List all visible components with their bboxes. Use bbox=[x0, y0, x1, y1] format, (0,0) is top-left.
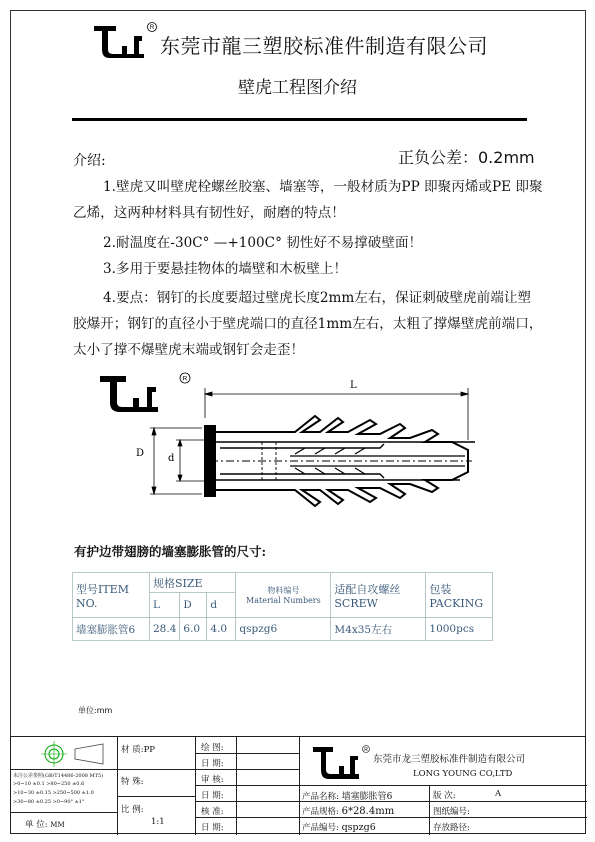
intro-paragraph-2: 2.耐温度在-30C° —+100C° 韧性好不易撑破壁面！ bbox=[103, 235, 423, 251]
tolerance-title: 未注公差参照(GB/T14486-2008 MT5) bbox=[13, 773, 104, 779]
intro-paragraph-4: 4.要点：钢钉的长度要超过壁虎长度2mm左右，保证刺破壁虎前端让塑胶爆开；钢钉的直径小于壁虎端口的直径1mm左右，太粗了撑爆壁虎前端口，太小了撑不爆壁虎末端或钢钉会走歪！ bbox=[73, 290, 543, 358]
cell-material: qspzg6 bbox=[236, 618, 331, 641]
cell-L: 28.4 bbox=[150, 618, 180, 641]
approve-label: 核 准: bbox=[201, 807, 224, 817]
draw-label: 绘 图: bbox=[201, 743, 224, 753]
version-label: 版 次: bbox=[433, 791, 456, 801]
tolerance-note: 正负公差：0.2mm bbox=[398, 148, 535, 167]
product-code-row: 产品编号: qspzg6 bbox=[302, 822, 376, 833]
cell-screw: M4x35左右 bbox=[331, 618, 426, 641]
title-block bbox=[10, 736, 586, 834]
date-label-2: 日 期: bbox=[201, 791, 224, 801]
date-label-1: 日 期: bbox=[201, 759, 224, 769]
page-frame-right bbox=[585, 10, 586, 736]
dimension-D bbox=[150, 428, 202, 494]
header-screw: 适配自攻螺丝 SCREW bbox=[331, 573, 426, 618]
date-label-3: 日 期: bbox=[201, 823, 224, 833]
header-divider bbox=[72, 118, 527, 121]
tolerance-row-1: >0~10 ±0.1 >80~250 ±0.6 bbox=[13, 781, 85, 787]
spec-table-title: 有护边带翅膀的墙塞膨胀管的尺寸: bbox=[74, 544, 267, 559]
header-packing: 包装 PACKING bbox=[426, 573, 493, 618]
header-D: D bbox=[180, 593, 207, 618]
spec-table bbox=[72, 572, 493, 641]
archive-label: 存放路径: bbox=[433, 823, 470, 833]
spec-header-row-1 bbox=[73, 573, 493, 593]
registered-mark: R bbox=[149, 25, 155, 32]
scale-label: 比 例: bbox=[121, 805, 144, 815]
product-name-row: 产品名称: 墙塞膨胀管6 bbox=[302, 792, 393, 802]
cell-d: 4.0 bbox=[207, 618, 236, 641]
title-block-logo bbox=[313, 745, 373, 779]
page-frame-top bbox=[10, 10, 586, 11]
header-model: 型号ITEM NO. bbox=[73, 573, 150, 618]
intro-label: 介绍: bbox=[73, 153, 106, 169]
intro-paragraph-3: 3.多用于要悬挂物体的墙壁和木板壁上！ bbox=[103, 261, 348, 277]
document-title: 壁虎工程图介绍 bbox=[238, 78, 357, 98]
projection-symbol bbox=[41, 741, 113, 767]
company-name: 东莞市龍三塑胶标准件制造有限公司 bbox=[160, 34, 488, 58]
svg-text:R: R bbox=[182, 375, 188, 383]
cell-packing: 1000pcs bbox=[426, 618, 493, 641]
title-block-company-en: LONG YOUNG CO,LTD bbox=[413, 769, 513, 779]
dimension-d bbox=[176, 440, 204, 481]
header-L: L bbox=[150, 593, 180, 618]
svg-text:R: R bbox=[364, 747, 368, 753]
special-label: 特 殊: bbox=[121, 777, 144, 787]
material-label: 材 质:PP bbox=[121, 745, 156, 755]
header-material: 物料编号 Material Numbers bbox=[236, 573, 331, 618]
dimension-d-label: d bbox=[168, 453, 175, 464]
dimension-L-label: L bbox=[350, 380, 357, 391]
title-block-company-cn: 东莞市龙三塑胶标准件制造有限公司 bbox=[373, 754, 526, 765]
unit-note: 单位:mm bbox=[78, 706, 113, 715]
page-frame-left bbox=[10, 10, 11, 736]
scale-value: 1:1 bbox=[151, 817, 165, 827]
company-logo bbox=[92, 22, 162, 58]
wall-plug-drawing bbox=[80, 368, 500, 528]
cell-model: 墙塞膨胀管6 bbox=[73, 618, 150, 641]
intro-paragraph-1: 1.壁虎又叫壁虎栓螺丝胶塞、墙塞等，一般材质为PP 即聚丙烯或PE 即聚乙烯，这两种材料具有韧性好，耐磨的特点！ bbox=[73, 179, 543, 221]
product-spec-row: 产品规格: 6*28.4mm bbox=[302, 806, 395, 817]
tolerance-row-2: >10~30 ±0.15 >250~500 ±1.0 bbox=[13, 790, 94, 796]
drawing-no-label: 图纸编号: bbox=[433, 807, 470, 817]
header-d: d bbox=[207, 593, 236, 618]
dimension-D-label: D bbox=[136, 448, 145, 459]
version-value: A bbox=[495, 789, 502, 799]
drawing-logo bbox=[100, 373, 190, 412]
tolerance-row-3: >30~80 ±0.25 >0~90° ±1° bbox=[13, 799, 85, 805]
header-spec: 规格SIZE bbox=[150, 573, 236, 593]
unit-label: 单 位: MM bbox=[25, 820, 65, 830]
review-label: 审 核: bbox=[201, 775, 224, 785]
spec-data-row bbox=[73, 618, 493, 641]
cell-D: 6.0 bbox=[180, 618, 207, 641]
